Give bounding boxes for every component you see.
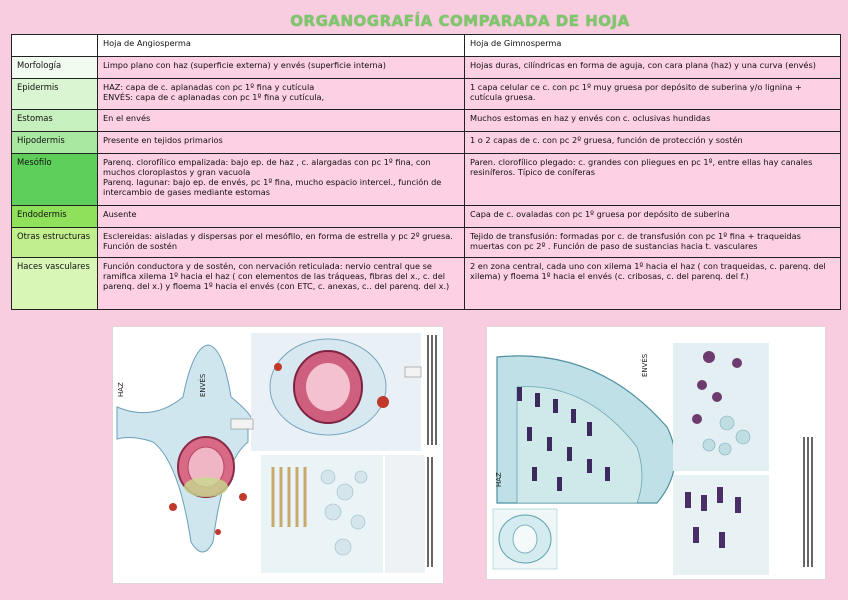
row-label-epidermis: Epidermis [12, 79, 98, 110]
cell-angio: Presente en tejidos primarios [98, 132, 465, 154]
table-row [12, 132, 841, 154]
gymnosperm-micrograph [487, 327, 825, 579]
row-label-morfologia: Morfología [12, 57, 98, 79]
angiosperm-micrograph [113, 327, 443, 583]
table-row [12, 110, 841, 132]
header-empty [12, 35, 98, 57]
row-label-mesofilo: Mesófilo [12, 154, 98, 206]
header-gimnosperma: Hoja de Gimnosperma [465, 35, 841, 57]
row-label-endodermis: Endodermis [12, 206, 98, 228]
enves-label: ENVÉS [641, 353, 649, 377]
table-row [12, 228, 841, 258]
table-row [12, 154, 841, 206]
table-row [12, 258, 841, 310]
cell-gimno: Paren. clorofílico plegado: c. grandes con pliegues en pc 1º, entre ellas hay canales resiníferos. Típico de coníferas [465, 154, 841, 206]
gymnosperm-leaf-figure [486, 326, 826, 580]
cell-gimno: 1 o 2 capas de c. con pc 2º gruesa, función de protección y sostén [465, 132, 841, 154]
cell-angio: Parenq. clorofílico empalizada: bajo ep. de haz , c. alargadas con pc 1º fina, con muchos cloroplastos y gran vacuola Parenq. lagunar: bajo ep. de envés, pc 1º fina, mucho espacio intercel., función de intercambio de gases mediante estomas [98, 154, 465, 206]
cell-gimno: Tejido de transfusión: formadas por c. de transfusión con pc 1º fina + traqueidas muertas con pc 2º . Función de paso de sustancias hacia t. vasculares [465, 228, 841, 258]
page-title: ORGANOGRAFÍA COMPARADA DE HOJA [290, 12, 630, 30]
cell-gimno: 2 en zona central, cada uno con xilema 1º hacia el haz ( con traqueidas, c. parenq. del xilema) y floema 1º hacia el envés (c. cribosas, c. del parenq. del f.) [465, 258, 841, 310]
angiosperm-leaf-figure [112, 326, 444, 584]
cell-angio: En el envés [98, 110, 465, 132]
table-row [12, 79, 841, 110]
cell-angio: Función conductora y de sostén, con nervación reticulada: nervio central que se ramifica xilema 1º hacia el haz ( con elementos de las tráqueas, fibras del x., c. del parenq. del x.) y floema 1º hacia el envés (con ETC, c. anexas, c.. del parenq. del x.) [98, 258, 465, 310]
row-label-estomas: Estomas [12, 110, 98, 132]
table-row [12, 57, 841, 79]
table-header-row [12, 35, 841, 57]
cell-angio: Limpo plano con haz (superficie externa) y envés (superficie interna) [98, 57, 465, 79]
haz-label: HAZ [495, 472, 503, 487]
cell-angio: HAZ: capa de c. aplanadas con pc 1º fina y cutícula ENVÉS: capa de c aplanadas con pc 1º fina y cutícula, [98, 79, 465, 110]
enves-label: ENVÉS [199, 373, 207, 397]
cell-gimno: Hojas duras, cilíndricas en forma de aguja, con cara plana (haz) y una curva (envés) [465, 57, 841, 79]
cell-angio: Esclereidas: aisladas y dispersas por el mesófilo, en forma de estrella y pc 2º gruesa. Función de sostén [98, 228, 465, 258]
row-label-haces-vasculares: Haces vasculares [12, 258, 98, 310]
haz-label: HAZ [117, 382, 125, 397]
header-angiosperma: Hoja de Angiosperma [98, 35, 465, 57]
table-row [12, 206, 841, 228]
cell-angio: Ausente [98, 206, 465, 228]
cell-gimno: Muchos estomas en haz y envés con c. oclusivas hundidas [465, 110, 841, 132]
row-label-otras-estructuras: Otras estructuras [12, 228, 98, 258]
cell-gimno: Capa de c. ovaladas con pc 1º gruesa por depósito de suberina [465, 206, 841, 228]
cell-gimno: 1 capa celular ce c. con pc 1º muy gruesa por depósito de suberina y/o lignina + cutícula gruesa. [465, 79, 841, 110]
comparison-table [11, 34, 841, 310]
row-label-hipodermis: Hipodermis [12, 132, 98, 154]
